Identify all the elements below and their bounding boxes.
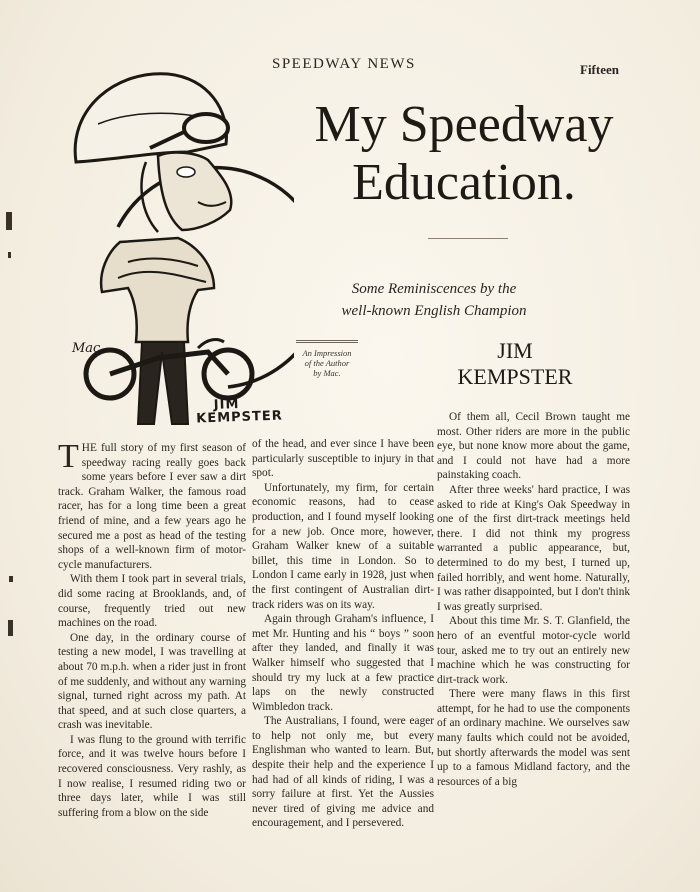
signature-line: KEMPSTER [195,408,284,427]
article-title [284,96,644,212]
paragraph-text: full story of my first season of speedway racing really goes back some years before I ever saw a dirt track. Graham Walker, the famous road racer, has for a long time been a great friend of mine, and a few years ago he secured me a post as head of the testing shops of a well-known firm of motor-cycle manufacturers. [58,442,246,571]
lead-word: HE [81,442,97,454]
margin-mark [8,252,11,258]
caption-line: of the Author [304,358,350,368]
running-head: SPEEDWAY NEWS [272,56,416,72]
illustration-caption [296,339,358,378]
paragraph: The Australians, I found, were eager to help not only me, but every Englishman who wanted to learn. But, despite their help and the experience I had had of all kinds of riding, I was a sorry failure at first. Yet the Aussies never tired of giving me advice and encouragement, and I persevered. [252,715,434,830]
paragraph: Again through Graham's influence, I met Mr. Hunting and his “ boys ” soon after they landed, and finally it was Walker himself who suggested that I should try my luck at a few practice laps on the newly constructed Wimbledon track. [252,613,434,713]
paragraph: With them I took part in several trials, did some racing at Brooklands, and, of course, frequently tried out new machines on the road. [58,573,246,630]
paragraph: I was flung to the ground with terrific force, and it was twelve hours before I recovered consciousness. Very rashly, as I now realise, I resumed riding two or three days later, while I was still suffering from a blow on the side [58,733,246,819]
paragraph: About this time Mr. S. T. Glanfield, the hero of an eventful motor-cycle world tour, asked me to try out an entirely new machine which he was constructing for dirt-track work. [437,615,630,686]
paragraph: There were many flaws in this first attempt, for he had to use the components of an ordinary machine. We ourselves saw many faults which could not be avoided, but shortly afterwards the model was sent up to a famous Midland factory, and the resources of a big [437,688,630,788]
page-number: Fifteen [580,62,619,77]
text-column-1 [58,438,246,820]
author-line: JIM [497,338,533,363]
paragraph [58,438,246,572]
margin-mark [6,212,12,230]
paragraph: Of them all, Cecil Brown taught me most. Other riders are more in the public eye, but none know more about the game, and I could not have had a more painstaking coach. [437,411,630,482]
title-line: Education. [352,154,576,211]
text-column-3 [437,410,630,789]
illustration-signature [196,396,283,425]
drop-cap: T [58,438,79,475]
caption-text [296,348,358,378]
caption-rule [296,342,358,343]
body [101,238,214,342]
caricature-illustration [58,52,294,432]
text-column-2 [252,437,434,831]
signature-line: JIM [213,396,240,413]
caption-line: by Mac. [313,368,341,378]
paragraph: of the head, and ever since I have been particularly susceptible to injury in that spot. [252,438,434,480]
artist-signature: Mac [72,341,101,356]
goggles [184,114,228,142]
title-line: My Speedway [314,96,614,153]
author-name [430,338,600,390]
margin-mark [9,576,13,582]
subtitle-line: well-known English Champion [341,303,527,319]
paragraph: After three weeks' hard practice, I was asked to ride at King's Oak Speedway in one of the first dirt-track meetings held there. I did not think my progress warranted a public appearance, but, determined to do my best, I turned up, failed horribly, and went home. Naturally, I was rather disappointed, but I don't think I was greatly surprised. [437,483,630,613]
margin-mark [8,620,13,636]
caption-rule [296,340,358,341]
author-line: KEMPSTER [457,364,573,389]
paragraph: One day, in the ordinary course of testing a new model, I was travelling at about 70 m.p.h. when a rider just in front of me suddenly, and without any warning signal, turned right across my path. At that speed, and at such close quarters, a crash was inevitable. [58,631,246,732]
face [158,153,231,230]
subtitle-line: Some Reminiscences by the [351,281,517,297]
caption-line: An Impression [302,348,352,358]
article-subtitle [320,278,548,322]
paragraph: Unfortunately, my firm, for certain economic reasons, had to cease production, and I found myself looking for a new job. Once more, however, Graham Walker knew of a suitable billet, this time in London. So to London I came early in 1928, just when the first contingent of Australian dirt-track riders was on its way. [252,481,434,611]
title-rule [428,238,508,239]
